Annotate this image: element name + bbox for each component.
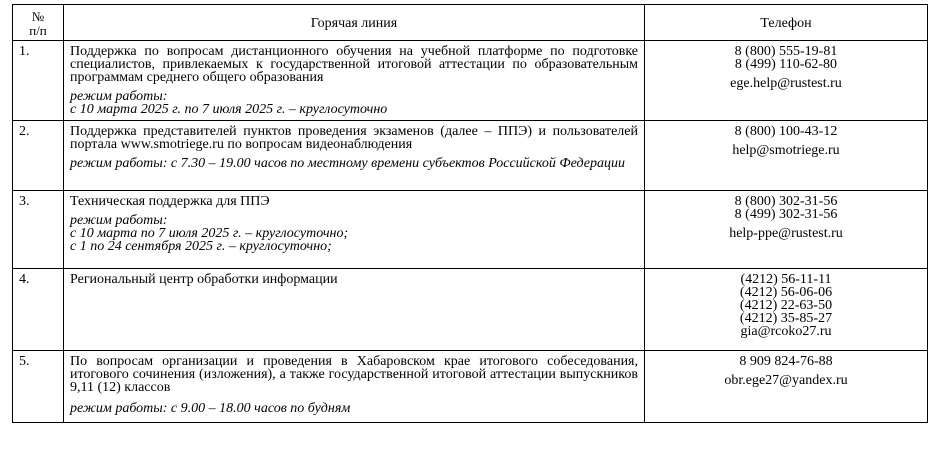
email-address: obr.ege27@yandex.ru bbox=[724, 373, 848, 388]
table-row bbox=[13, 121, 928, 191]
phone-number: 8 (800) 100-43-12 bbox=[734, 124, 838, 139]
row-number: 1. bbox=[13, 41, 64, 121]
email-address: gia@rcoko27.ru bbox=[740, 324, 832, 339]
row-description: Техническая поддержка для ППЭ bbox=[70, 194, 270, 209]
row-number: 4. bbox=[13, 269, 64, 351]
phone-number: (4212) 56-06-06 bbox=[739, 285, 833, 300]
email-address: help@smotriege.ru bbox=[732, 143, 840, 158]
row-work-mode: режим работы: с 7.30 – 19.00 часов по местному времени субъектов Российской Федерации bbox=[70, 156, 626, 171]
table-row bbox=[13, 41, 928, 121]
row-number: 3. bbox=[13, 191, 64, 269]
table-row bbox=[13, 191, 928, 269]
email-address: help-ppe@rustest.ru bbox=[729, 226, 843, 241]
row-description-cell bbox=[64, 41, 645, 121]
row-contacts-cell bbox=[645, 41, 928, 121]
row-contacts-cell bbox=[645, 191, 928, 269]
row-number: 5. bbox=[13, 351, 64, 423]
row-work-mode: режим работы: с 10 марта по 7 июля 2025 г. – круглосуточно; с 1 по 24 сентября 2025 г. – круглосуточно; bbox=[70, 213, 349, 254]
table-row bbox=[13, 269, 928, 351]
row-work-mode: режим работы: с 9.00 – 18.00 часов по будням bbox=[70, 401, 351, 416]
row-contacts-cell bbox=[645, 269, 928, 351]
header-phone: Телефон bbox=[645, 5, 928, 41]
row-description-cell bbox=[64, 351, 645, 423]
row-work-mode: режим работы: с 10 марта 2025 г. по 7 июля 2025 г. – круглосуточно bbox=[70, 89, 388, 117]
phone-number: (4212) 56-11-11 bbox=[740, 272, 832, 287]
header-number bbox=[13, 5, 64, 41]
phone-number: 8 (800) 302-31-56 bbox=[734, 194, 838, 209]
table-header-row bbox=[13, 5, 928, 41]
row-description: Региональный центр обработки информации bbox=[70, 272, 338, 287]
header-number-label: № п/п bbox=[29, 8, 47, 38]
phone-number: (4212) 22-63-50 bbox=[739, 298, 833, 313]
row-number: 2. bbox=[13, 121, 64, 191]
email-address: ege.help@rustest.ru bbox=[730, 76, 842, 91]
header-hotline: Горячая линия bbox=[64, 5, 645, 41]
row-description: Поддержка по вопросам дистанционного обучения на учебной платформе по подготовке специалистов, привлекаемых к государственной итоговой аттестации по образовательным программам среднего общего образования bbox=[70, 44, 638, 85]
row-contacts-cell bbox=[645, 351, 928, 423]
table-row bbox=[13, 351, 928, 423]
row-description-cell bbox=[64, 269, 645, 351]
phone-number: 8 (800) 555-19-81 bbox=[734, 44, 838, 59]
phone-number: (4212) 35-85-27 bbox=[739, 311, 833, 326]
row-description-cell bbox=[64, 121, 645, 191]
phone-number: 8 909 824-76-88 bbox=[739, 354, 833, 369]
row-contacts-cell bbox=[645, 121, 928, 191]
row-description: Поддержка представителей пунктов проведения экзаменов (далее – ППЭ) и пользователей портала www.smotriege.ru по вопросам видеонаблюдения bbox=[70, 124, 638, 152]
phone-number: 8 (499) 302-31-56 bbox=[734, 207, 838, 222]
phone-number: 8 (499) 110-62-80 bbox=[734, 57, 838, 72]
row-description-cell bbox=[64, 191, 645, 269]
row-description: По вопросам организации и проведения в Хабаровском крае итогового собеседования, итогового сочинения (изложения), а также государственной итоговой аттестации выпускников 9,11 (12) классов bbox=[70, 354, 638, 395]
hotlines-table bbox=[12, 4, 928, 423]
